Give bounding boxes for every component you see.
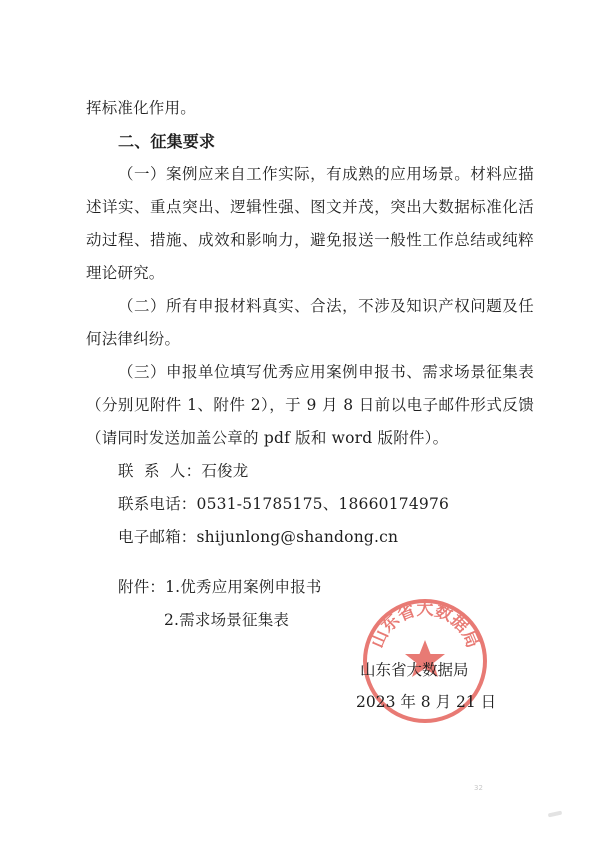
section-heading-requirements: 二、征集要求 [118, 132, 216, 151]
contact-phone-label: 联系电话： [118, 495, 197, 513]
signature-date: 2023 年 8 月 21 日 [356, 693, 497, 711]
contact-phone-value: 0531-51785175、18660174976 [196, 495, 450, 513]
req3-line3: （请同时发送加盖公章的 pdf 版和 word 版附件）。 [86, 429, 449, 447]
contact-person-row [118, 461, 248, 481]
attachment-item-1: 1.优秀应用案例申报书 [165, 578, 322, 596]
intro-tail-text: 挥标准化作用。 [86, 99, 196, 117]
req2-line2: 何法律纠纷。 [86, 330, 181, 348]
contact-phone-row [118, 494, 449, 514]
scan-smudge [548, 811, 563, 818]
req1-line2: 述详实、重点突出、逻辑性强、图文并茂，突出大数据标准化活 [86, 198, 534, 216]
contact-email-label: 电子邮箱： [118, 528, 197, 546]
contact-person-value: 石俊龙 [201, 462, 249, 480]
contact-email-value: shijunlong@shandong.cn [196, 528, 399, 546]
seal-text: 山东省大数据局 [367, 599, 483, 651]
page-corner-mark: 32 [474, 784, 483, 792]
req1-line1: （一）案例应来自工作实际，有成熟的应用场景。材料应描 [118, 165, 534, 183]
req1-line4: 理论研究。 [86, 264, 165, 282]
attachments-label: 附件： [118, 578, 166, 596]
req3-line2: （分别见附件 1、附件 2），于 9 月 8 日前以电子邮件形式反馈 [86, 396, 534, 414]
contact-person-label: 联 系 人： [118, 462, 202, 480]
attachment-item-2: 2.需求场景征集表 [164, 611, 290, 629]
contact-email-row [118, 527, 398, 547]
signature-organization: 山东省大数据局 [360, 661, 469, 679]
req1-line3: 动过程、措施、成效和影响力，避免报送一般性工作总结或纯粹 [86, 231, 534, 249]
req2-line1: （二）所有申报材料真实、合法，不涉及知识产权问题及任 [118, 297, 534, 315]
attachments-row [118, 577, 322, 597]
req3-line1: （三）申报单位填写优秀应用案例申报书、需求场景征集表 [118, 363, 534, 381]
